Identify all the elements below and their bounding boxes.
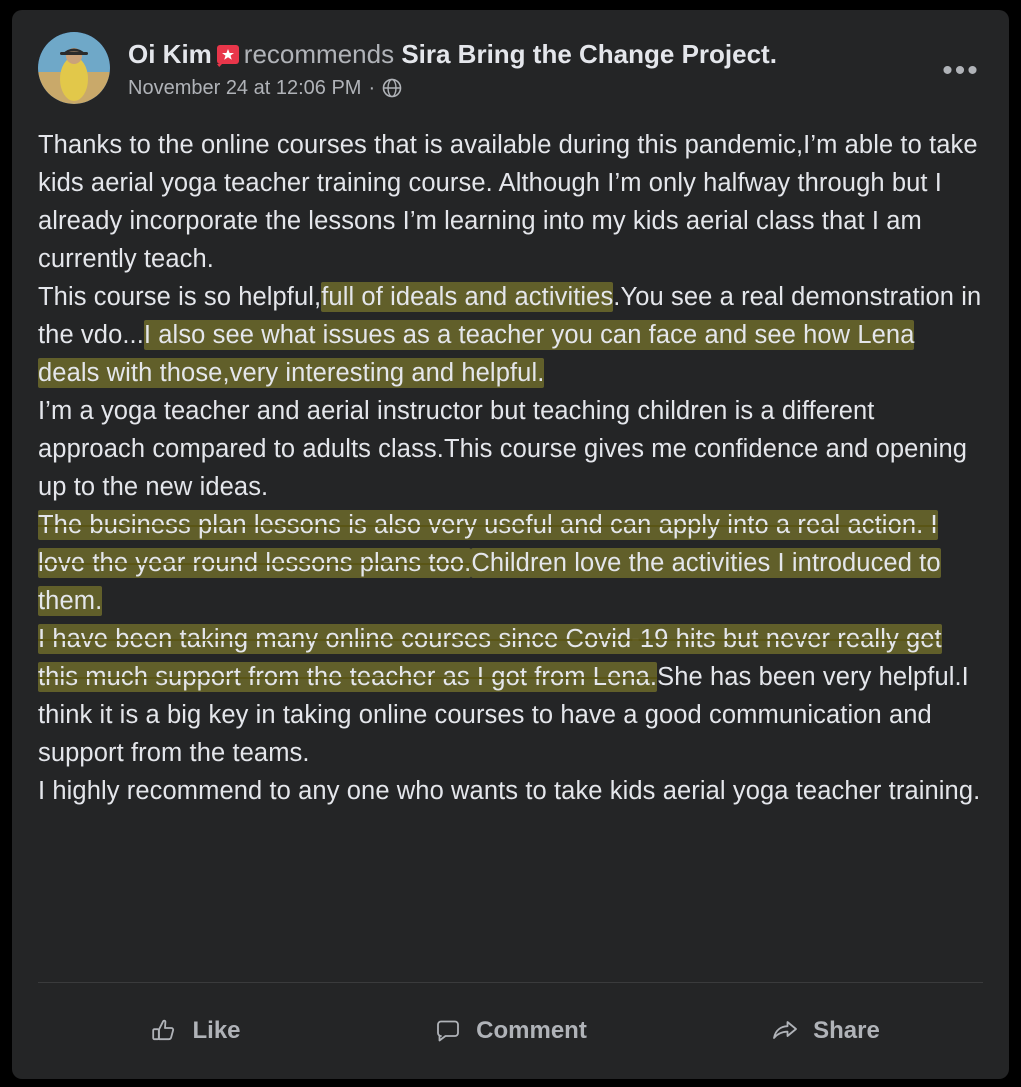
globe-icon[interactable] xyxy=(382,78,402,98)
p4-highlight-1: The business plan lessons is also very useful and can apply into a real action. I love the year round lessons plans too. xyxy=(38,511,938,577)
post-action-bar xyxy=(38,982,983,1079)
post-action-word: recommends xyxy=(243,39,395,69)
p2-text-a: This course is so helpful, xyxy=(38,283,322,311)
thumbs-up-icon xyxy=(150,1017,178,1045)
like-button[interactable] xyxy=(38,1000,353,1062)
p5-rest: She has been very helpful.I think it is a big key in taking online courses to have a good communication and support from the teams. xyxy=(38,663,969,767)
post-paragraph-6: I highly recommend to any one who wants to take kids aerial yoga teacher training. xyxy=(38,777,981,805)
post-body xyxy=(38,126,983,810)
avatar[interactable] xyxy=(38,32,110,104)
p2-highlight-2: I also see what issues as a teacher you can face and see how Lena deals with those,very interesting and helpful. xyxy=(38,321,915,387)
post-paragraph-3: I’m a yoga teacher and aerial instructor but teaching children is a different approach compared to adults class.This course gives me confidence and opening up to the new ideas. xyxy=(38,397,968,501)
p4-highlight-2: Children love the activities I introduced to them. xyxy=(38,549,941,615)
p2-highlight-1: full of ideals and activities xyxy=(321,283,614,311)
post-paragraph-5 xyxy=(38,620,983,772)
author-name[interactable]: Oi Kim xyxy=(128,39,212,69)
recommended-page-name[interactable]: Sira Bring the Change Project xyxy=(401,39,770,69)
share-arrow-icon xyxy=(771,1017,799,1045)
post-timestamp[interactable]: November 24 at 12:06 PM xyxy=(128,77,362,99)
post-header xyxy=(38,32,983,104)
p5-highlight: I have been taking many online courses since Covid-19 hits but never really get this much support from the teacher as I got from Lena. xyxy=(38,625,942,691)
title-period: . xyxy=(769,39,777,69)
post-paragraph-2 xyxy=(38,278,983,392)
comment-label: Comment xyxy=(476,1017,587,1044)
post-header-text xyxy=(128,32,983,101)
post-title-line xyxy=(128,38,983,70)
share-label: Share xyxy=(813,1017,880,1044)
post-meta-line xyxy=(128,75,983,101)
comment-button[interactable] xyxy=(353,1000,668,1062)
facebook-post-card xyxy=(12,10,1009,1079)
post-paragraph-1: Thanks to the online courses that is available during this pandemic,I’m able to take kids aerial yoga teacher training course. Although I’m only halfway through but I already incorporate the lessons I’m learning into my kids aerial class that I am currently teach. xyxy=(38,131,978,273)
post-paragraph-4 xyxy=(38,506,983,620)
verified-badge-icon xyxy=(216,42,240,66)
comment-bubble-icon xyxy=(434,1017,462,1045)
post-more-options-button[interactable]: ••• xyxy=(942,54,980,87)
like-label: Like xyxy=(192,1017,241,1044)
p2-text-b: .You see a real demonstration in the vdo... xyxy=(38,283,982,349)
share-button[interactable] xyxy=(668,1000,983,1062)
meta-separator: · xyxy=(368,77,376,99)
